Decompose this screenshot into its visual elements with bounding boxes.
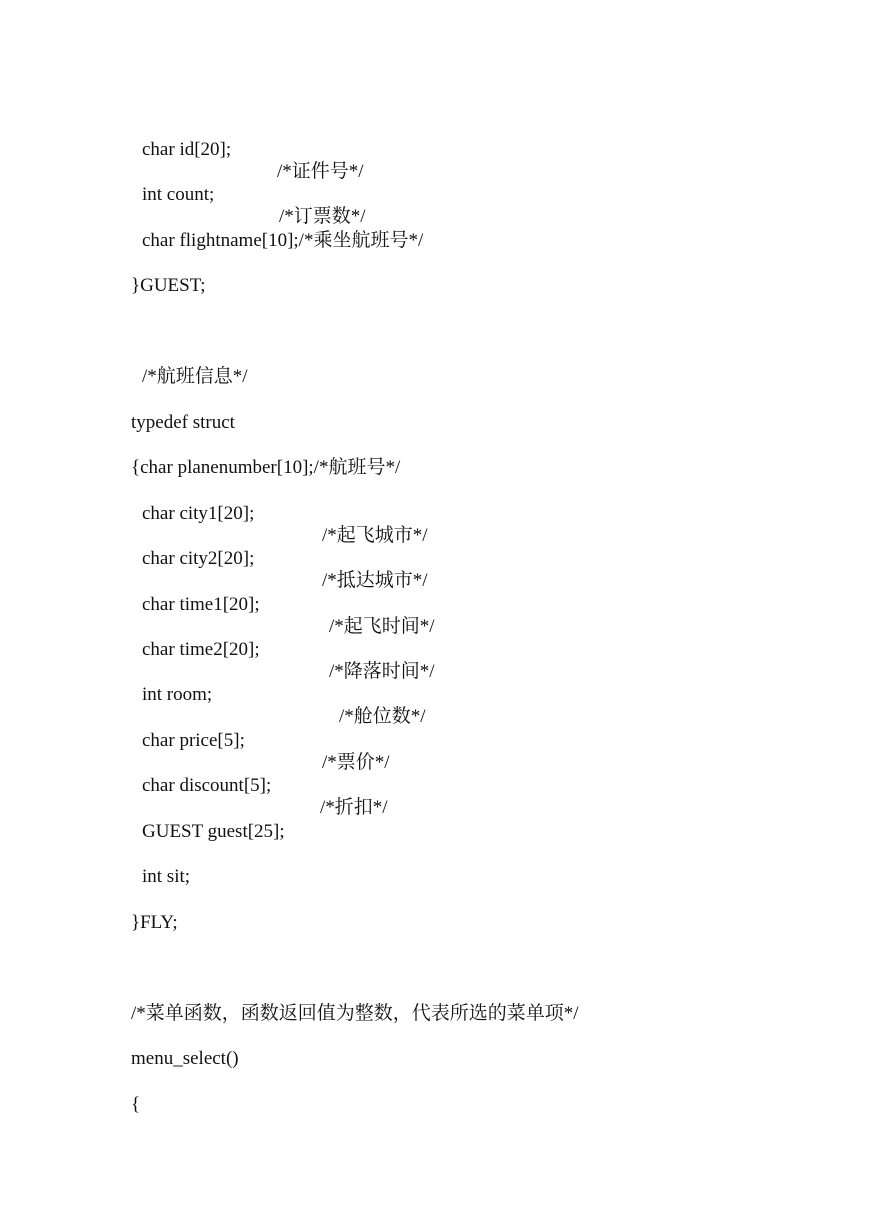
code-comment: /*折扣*/ xyxy=(320,797,388,818)
code-text: char discount[5]; xyxy=(142,775,272,796)
code-comment: /*舱位数*/ xyxy=(339,706,426,727)
code-comment: /*起飞城市*/ xyxy=(322,525,428,546)
code-line xyxy=(131,1072,150,1138)
code-text: }GUEST; xyxy=(131,275,206,296)
code-text: char city1[20]; xyxy=(142,503,255,524)
code-comment: /*证件号*/ xyxy=(277,161,364,182)
code-text: char city2[20]; xyxy=(142,548,255,569)
code-text: /*航班信息*/ xyxy=(142,366,248,387)
code-text: char price[5]; xyxy=(142,730,245,751)
code-text: char flightname[10];/*乘坐航班号*/ xyxy=(142,230,424,251)
code-text: char time2[20]; xyxy=(142,639,260,660)
code-text: { xyxy=(131,1094,141,1115)
code-text: }FLY; xyxy=(131,912,178,933)
code-text: char id[20]; xyxy=(142,139,232,160)
code-text: int sit; xyxy=(142,866,191,887)
code-text: GUEST guest[25]; xyxy=(142,821,285,842)
code-line xyxy=(131,890,178,956)
code-comment: /*起飞时间*/ xyxy=(329,616,435,637)
code-text: int count; xyxy=(142,184,215,205)
code-comment: /*订票数*/ xyxy=(279,206,366,227)
code-text: int room; xyxy=(142,684,213,705)
code-comment: /*票价*/ xyxy=(322,752,390,773)
code-text: typedef struct xyxy=(131,412,235,433)
code-line xyxy=(131,253,206,319)
code-text: menu_select() xyxy=(131,1048,239,1069)
code-text: /*菜单函数，函数返回值为整数，代表所选的菜单项*/ xyxy=(131,1003,579,1024)
code-text: char time1[20]; xyxy=(142,594,260,615)
code-comment: /*抵达城市*/ xyxy=(322,570,428,591)
code-comment: /*降落时间*/ xyxy=(329,661,435,682)
code-text: {char planenumber[10];/*航班号*/ xyxy=(131,457,401,478)
